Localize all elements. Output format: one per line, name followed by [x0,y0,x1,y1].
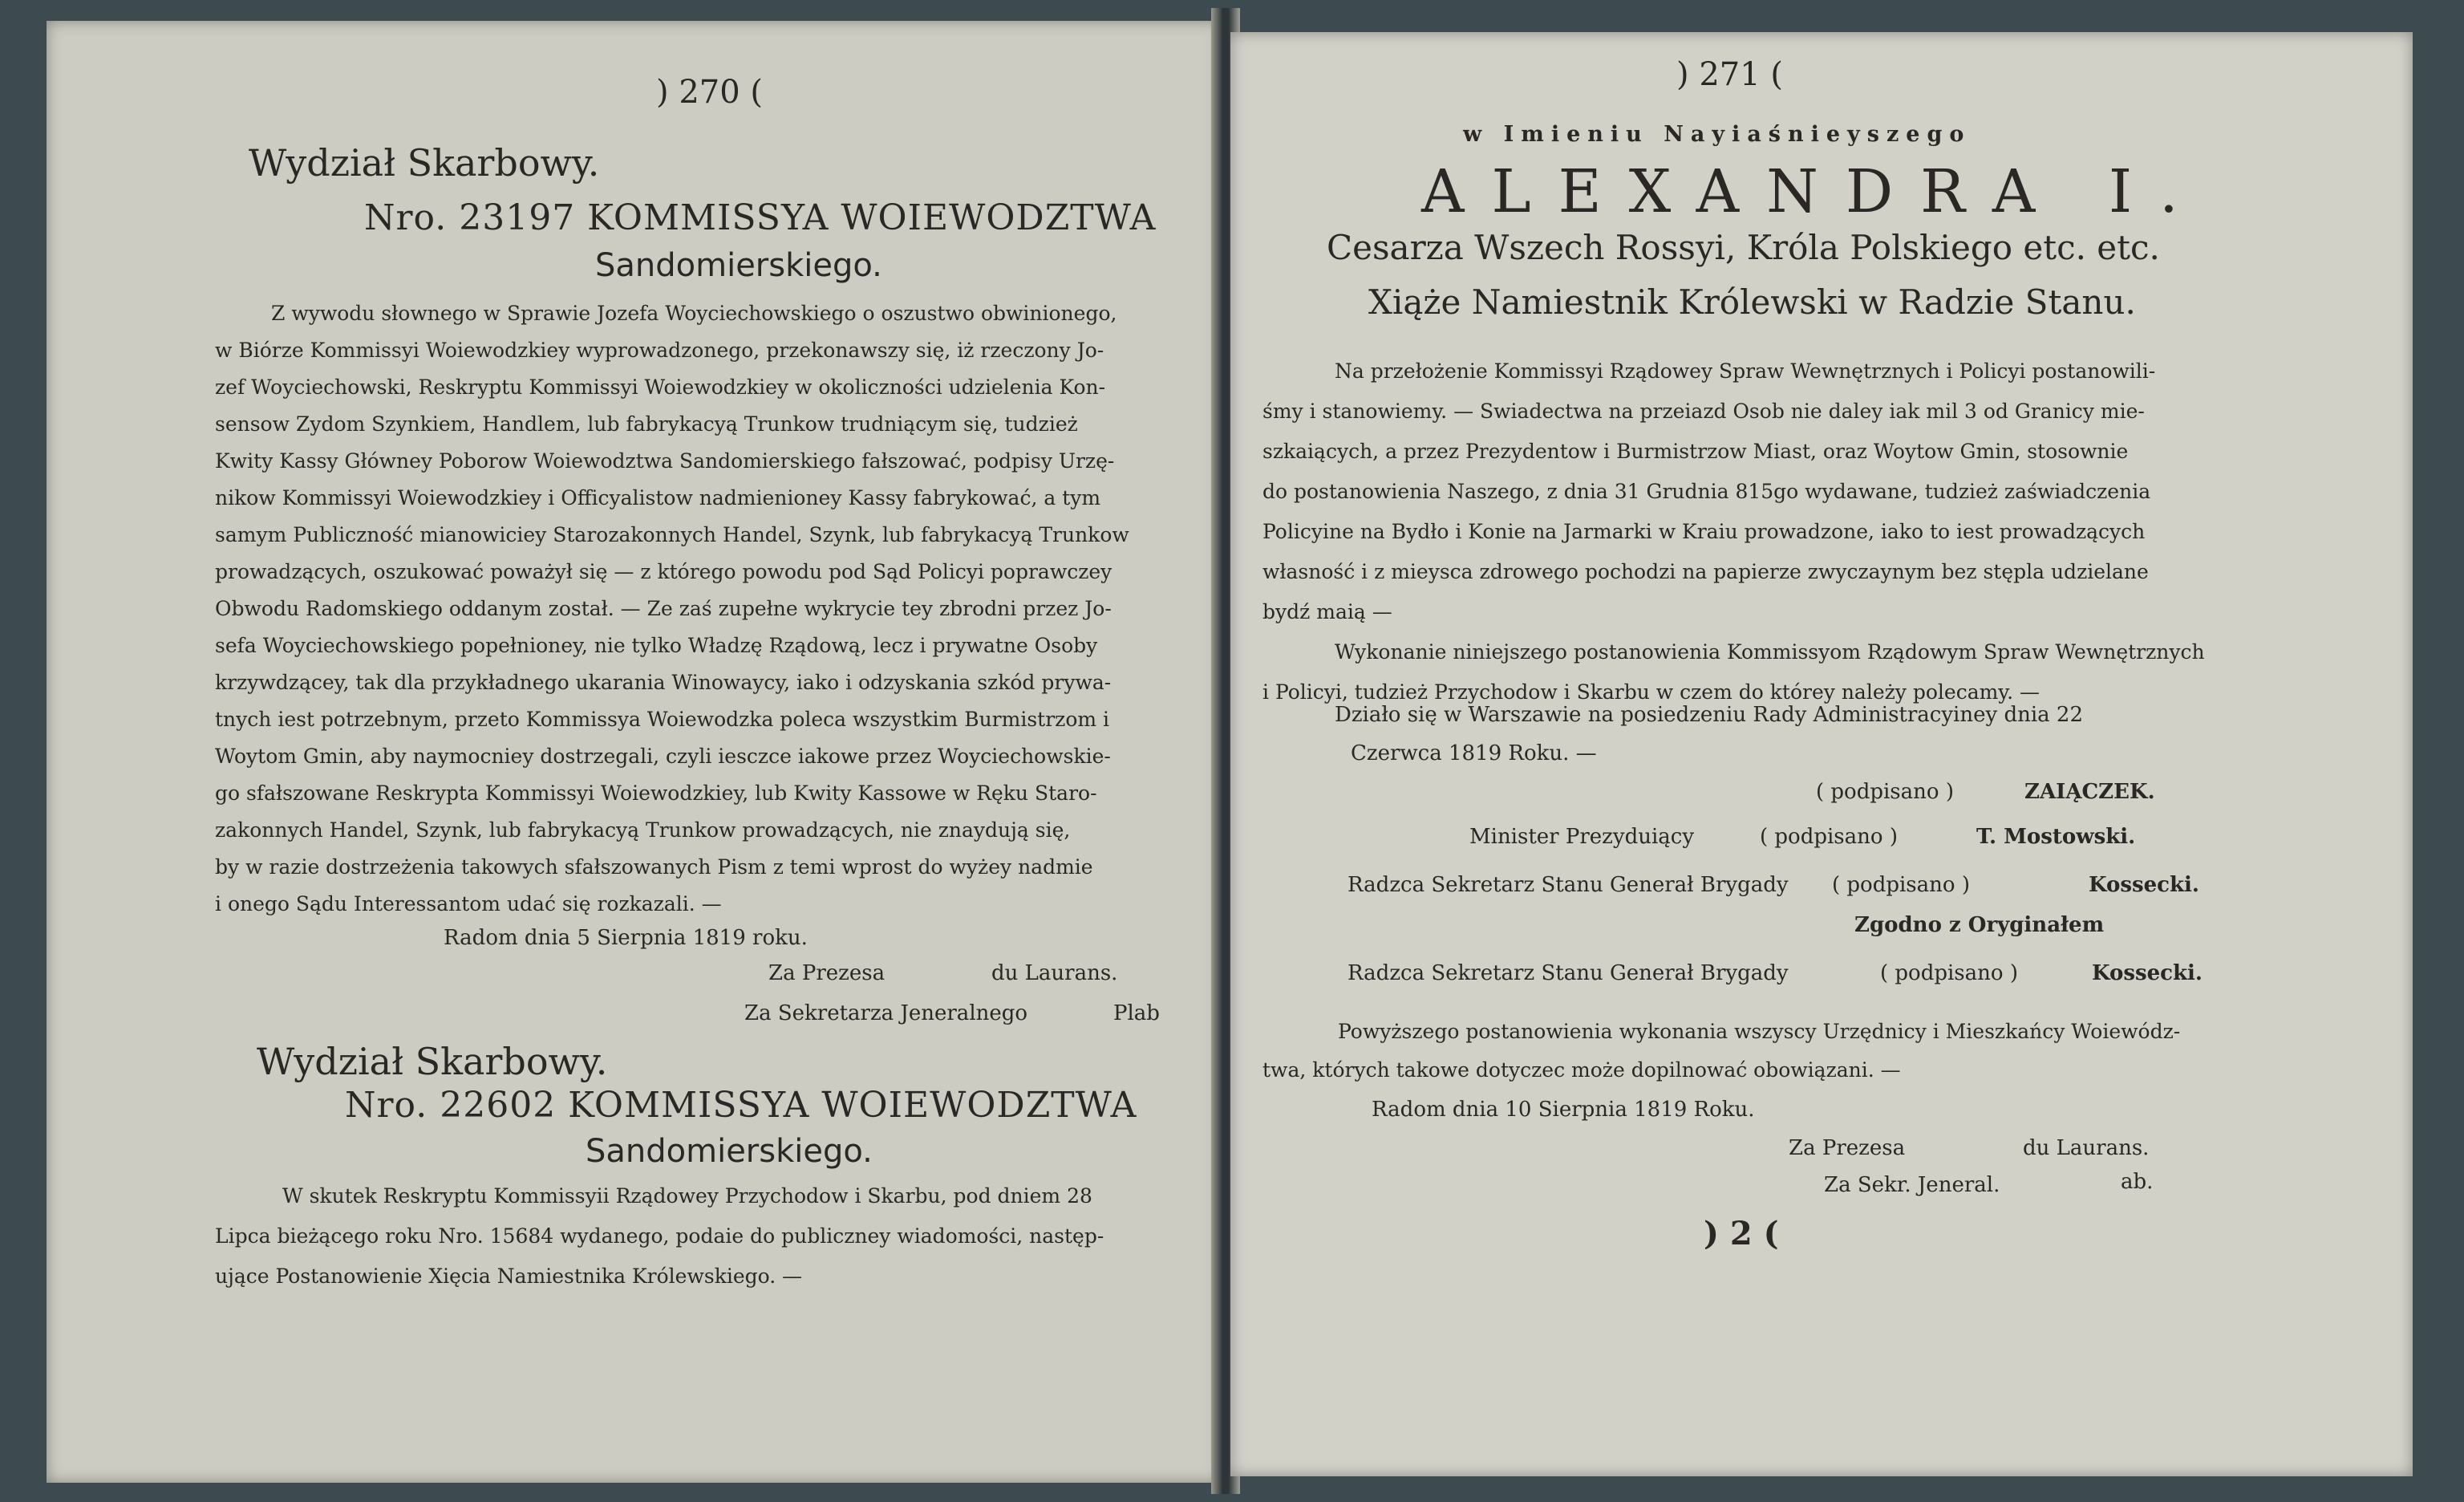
text-line: krzywdzącey, tak dla przykładnego ukarania Winowaycy, iako i odzyskania szkód prywa- [215,671,1112,694]
text-line: śmy i stanowiemy. — Swiadectwa na przeiazd Osob nie daley iak mil 3 od Granicy mie- [1262,400,2145,423]
minister-name: T. Mostowski. [1976,825,2136,849]
text-line: i Policyi, tudzież Przychodow i Skarbu w czem do którey należy polecamy. — [1262,680,2040,704]
secretary-name: ab. [2121,1170,2154,1194]
left-page [47,21,1221,1483]
text-line: Powyższego postanowienia wykonania wszyscy Urzędnicy i Mieszkańcy Woiewódz- [1338,1020,2181,1043]
for-president-label: Za Prezesa [1789,1136,1906,1160]
text-line: Obwodu Radomskiego oddanym został. — Ze zaś zupełne wykrycie tey zbrodni przez Jo- [215,597,1112,620]
document-date: Radom dnia 10 Sierpnia 1819 Roku. [1372,1098,1755,1122]
secretary-name: Plab [1113,1001,1160,1025]
document-date: Radom dnia 5 Sierpnia 1819 roku. [444,926,808,950]
regent-title: Xiąże Namiestnik Królewski w Radzie Stanu. [1368,282,2136,322]
text-line: nikow Kommissyi Woiewodzkiey i Officyalistow nadmienioney Kassy fabrykować, a tym [215,486,1101,509]
signature-mark: ) 2 ( [1704,1215,1779,1252]
text-line: zakonnych Handel, Szynk, lub fabrykacyą Trunkow prowadzących, nie znaydują się, [215,818,1071,842]
section2-body [215,1176,1104,1297]
secretary1-label: Radzca Sekretarz Stanu Generał Brygady [1348,873,1789,897]
dated-line: Działo się w Warszawie na posiedzeniu Rady Administracyiney dnia 22 [1335,703,2083,727]
text-line: prowadzących, oszukować poważył się — z którego powodu pod Sąd Policyi poprawczey [215,560,1112,583]
for-secretary-label: Za Sekretarza Jeneralnego [744,1001,1028,1025]
secretary2-name: Kossecki. [2092,961,2203,985]
right-page [1230,32,2413,1476]
text-line: własność i z mieysca zdrowego pochodzi na papierze zwyczaynym bez stępla udzielane [1262,560,2149,583]
text-line: bydź maią — [1262,600,1392,623]
document-heading: Nro. 22602 KOMMISSYA WOIEWODZTWA [345,1085,1137,1126]
text-line: Lipca bieżącego roku Nro. 15684 wydanego, podaie do publiczney wiadomości, następ- [215,1224,1104,1248]
signed-label: ( podpisano ) [1816,780,1954,804]
text-line: szkaiących, a przez Prezydentow i Burmistrzow Miast, oraz Woytow Gmin, stosownie [1262,440,2129,463]
president-name: du Laurans. [991,961,1118,985]
text-line: Na przełożenie Kommissyi Rządowey Spraw Wewnętrznych i Policyi postanowili- [1335,359,2156,383]
department-title: Wydział Skarbowy. [249,141,600,185]
closing-text [1262,1013,2180,1090]
document-subheading: Sandomierskiego. [586,1133,873,1170]
text-line: go sfałszowane Reskrypta Kommissyi Woiewodzkiey, lub Kwity Kassowe w Ręku Staro- [215,781,1097,805]
section1-body [215,295,1129,923]
text-line: twa, których takowe dotyczec może dopilnować obowiązani. — [1262,1058,1901,1082]
signer-name: ZAIĄCZEK. [2024,780,2155,804]
secretary2-label: Radzca Sekretarz Stanu Generał Brygady [1348,961,1789,985]
president-name: du Laurans. [2023,1136,2150,1160]
for-secretary-label: Za Sekr. Jeneral. [1824,1173,2000,1197]
minister-signed: ( podpisano ) [1760,825,1898,849]
for-president-label: Za Prezesa [768,961,886,985]
text-line: i onego Sądu Interessantom udać się rozkazali. — [215,892,722,915]
text-line: ujące Postanowienie Xięcia Namiestnika Królewskiego. — [215,1265,803,1288]
text-line: samym Publiczność mianowiciey Starozakonnych Handel, Szynk, lub fabrykacyą Trunkow [215,523,1129,546]
secretary1-name: Kossecki. [2089,873,2199,897]
text-line: tnych iest potrzebnym, przeto Kommissya Woiewodzka poleca wszystkim Burmistrzom i [215,708,1110,731]
monarch-title: Cesarza Wszech Rossyi, Króla Polskiego etc. etc. [1327,228,2160,267]
text-line: zef Woyciechowski, Reskryptu Kommissyi Woiewodzkiey w okoliczności udzielenia Kon- [215,376,1106,399]
page-number: ) 270 ( [656,74,763,111]
secretary1-signed: ( podpisano ) [1832,873,1970,897]
text-line: Z wywodu słownego w Sprawie Jozefa Woyciechowskiego o oszustwo obwinionego, [271,302,1117,325]
dated-line-2: Czerwca 1819 Roku. — [1351,741,1597,765]
text-line: Policyine na Bydło i Konie na Jarmarki w Kraiu prowadzone, iako to iest prowadzących [1262,520,2146,543]
secretary2-signed: ( podpisano ) [1880,961,2018,985]
text-line: W skutek Reskryptu Kommissyii Rządowey Przychodow i Skarbu, pod dniem 28 [282,1184,1092,1208]
conformity-note: Zgodno z Oryginałem [1854,913,2105,937]
text-line: Woytom Gmin, aby naymocniey dostrzegali, czyli iesczce iakowe przez Woyciechowskie- [215,745,1111,768]
text-line: sensow Zydom Szynkiem, Handlem, lub fabrykacyą Trunkow trudniącym się, tudzież [215,412,1078,436]
document-subheading: Sandomierskiego. [595,247,882,284]
invocation: w Imieniu Nayiaśnieyszego [1463,122,1972,147]
text-line: Kwity Kassy Główney Poborow Woiewodztwa Sandomierskiego fałszować, podpisy Urzę- [215,449,1115,473]
text-line: by w razie dostrzeżenia takowych sfałszowanych Pism z temi wprost do wyżey nadmie [215,855,1093,879]
document-heading: Nro. 23197 KOMMISSYA WOIEWODZTWA [364,197,1157,238]
minister-label: Minister Prezyduiący [1469,825,1695,849]
department-title: Wydział Skarbowy. [257,1040,608,1083]
text-line: do postanowienia Naszego, z dnia 31 Grudnia 815go wydawane, tudzież zaświadczenia [1262,480,2151,503]
page-number: ) 271 ( [1676,56,1783,93]
text-line: Wykonanie niniejszego postanowienia Kommissyom Rządowym Spraw Wewnętrznych [1335,640,2205,664]
monarch-name: ALEXANDRA I. [1421,157,2206,226]
decree-body [1262,351,2205,712]
text-line: sefa Woyciechowskiego popełnioney, nie tylko Władzę Rządową, lecz i prywatne Osoby [215,634,1098,657]
text-line: w Biórze Kommissyi Woiewodzkiey wyprowadzonego, przekonawszy się, iż rzeczony Jo- [215,339,1104,362]
